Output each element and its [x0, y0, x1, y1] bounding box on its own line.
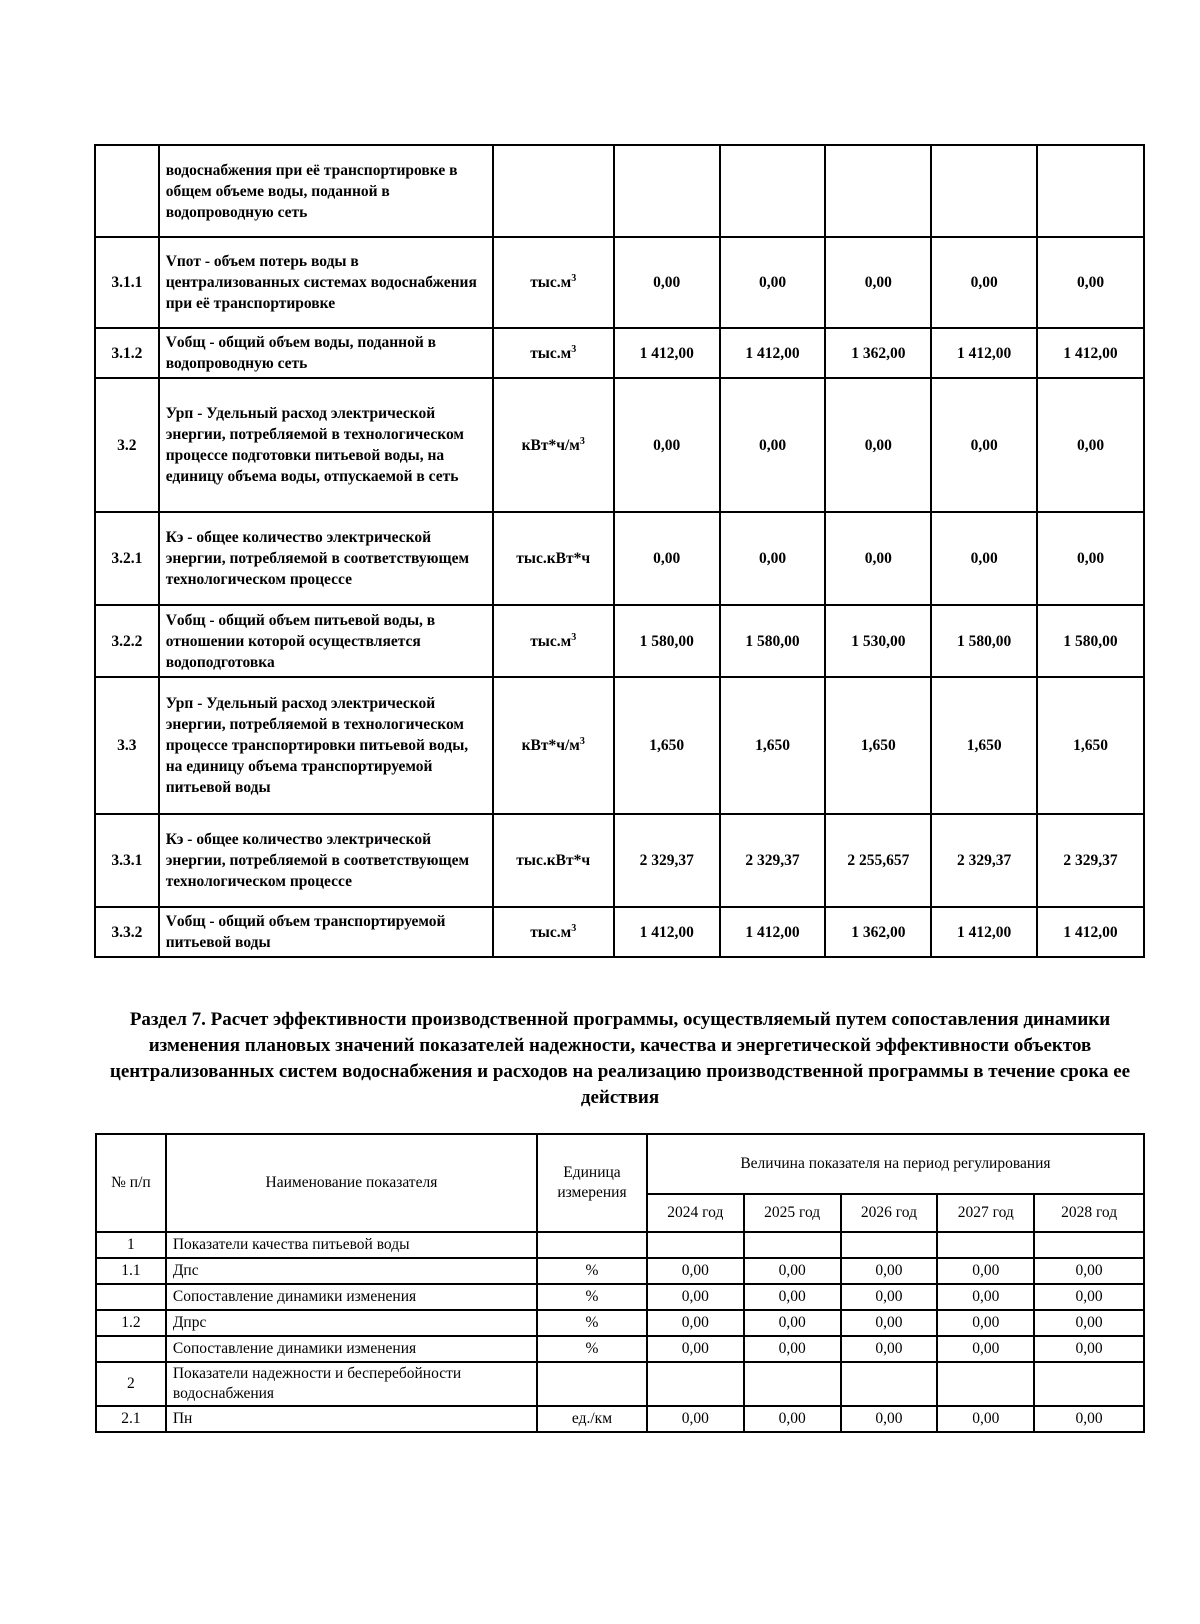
value-cell: 0,00: [825, 512, 931, 605]
value-cell: 0,00: [647, 1258, 744, 1284]
value-cell: 0,00: [720, 378, 826, 512]
value-cell: 0,00: [744, 1284, 841, 1310]
value-cell: 0,00: [931, 237, 1037, 328]
row-number: 3.2.1: [95, 512, 159, 605]
header-year: 2025 год: [744, 1194, 841, 1232]
value-cell: 0,00: [614, 378, 720, 512]
value-cell: 2 329,37: [1037, 814, 1144, 907]
unit-cell: ед./км: [537, 1406, 647, 1432]
value-cell: 0,00: [614, 512, 720, 605]
value-cell: 0,00: [841, 1310, 938, 1336]
unit-cell: %: [537, 1258, 647, 1284]
header-year: 2028 год: [1034, 1194, 1144, 1232]
value-cell: 1,650: [825, 677, 931, 814]
row-number: 3.3.2: [95, 907, 159, 957]
value-cell: 0,00: [1034, 1310, 1144, 1336]
table-row: [95, 237, 1144, 328]
value-cell: [1034, 1232, 1144, 1258]
value-cell: 1 362,00: [825, 328, 931, 378]
indicator-name: Vобщ - общий объем воды, поданной в водопроводную сеть: [159, 328, 493, 378]
table-row: [95, 907, 1144, 957]
row-number: 3.1.1: [95, 237, 159, 328]
unit-cell: [493, 145, 614, 237]
unit-cell: $тыс.м^3$: [493, 328, 614, 378]
value-cell: 0,00: [1034, 1336, 1144, 1362]
value-cell: 1 362,00: [825, 907, 931, 957]
value-cell: 0,00: [931, 378, 1037, 512]
value-cell: [647, 1232, 744, 1258]
row-number: [96, 1336, 166, 1362]
value-cell: 1 412,00: [614, 328, 720, 378]
row-number: 3.3.1: [95, 814, 159, 907]
header-period: Величина показателя на период регулирования: [647, 1134, 1144, 1194]
value-cell: 2 329,37: [614, 814, 720, 907]
indicator-name: Показатели качества питьевой воды: [166, 1232, 537, 1258]
header-year: 2027 год: [937, 1194, 1034, 1232]
value-cell: 0,00: [744, 1406, 841, 1432]
value-cell: 0,00: [931, 512, 1037, 605]
table-row: [96, 1336, 1144, 1362]
unit-cell: %: [537, 1310, 647, 1336]
value-cell: [744, 1362, 841, 1406]
value-cell: 1 412,00: [614, 907, 720, 957]
value-cell: [931, 145, 1037, 237]
value-cell: 1 580,00: [720, 605, 826, 677]
header-name: Наименование показателя: [166, 1134, 537, 1232]
row-number: 2.1: [96, 1406, 166, 1432]
value-cell: 1 412,00: [1037, 328, 1144, 378]
value-cell: 0,00: [614, 237, 720, 328]
table-row: [95, 512, 1144, 605]
row-number: [95, 145, 159, 237]
header-num: № п/п: [96, 1134, 166, 1232]
value-cell: 0,00: [647, 1310, 744, 1336]
unit-cell: тыс.кВт*ч: [493, 814, 614, 907]
unit-cell: $кВт*ч/м^3$: [493, 378, 614, 512]
table-row: [96, 1310, 1144, 1336]
value-cell: 0,00: [937, 1336, 1034, 1362]
value-cell: [1037, 145, 1144, 237]
unit-cell: $кВт*ч/м^3$: [493, 677, 614, 814]
table-row: [95, 145, 1144, 237]
value-cell: 0,00: [744, 1310, 841, 1336]
unit-cell: $тыс.м^3$: [493, 237, 614, 328]
value-cell: [937, 1362, 1034, 1406]
efficiency-table: [95, 1133, 1145, 1433]
value-cell: [825, 145, 931, 237]
value-cell: 1 412,00: [1037, 907, 1144, 957]
value-cell: 0,00: [1037, 512, 1144, 605]
value-cell: 0,00: [937, 1310, 1034, 1336]
value-cell: 1 530,00: [825, 605, 931, 677]
value-cell: 1 580,00: [931, 605, 1037, 677]
value-cell: 0,00: [841, 1258, 938, 1284]
value-cell: 0,00: [841, 1284, 938, 1310]
value-cell: 2 255,657: [825, 814, 931, 907]
value-cell: 2 329,37: [720, 814, 826, 907]
value-cell: [841, 1362, 938, 1406]
value-cell: 0,00: [647, 1284, 744, 1310]
indicator-name: Vобщ - общий объем транспортируемой питьевой воды: [159, 907, 493, 957]
value-cell: 0,00: [1034, 1258, 1144, 1284]
row-number: 1.1: [96, 1258, 166, 1284]
value-cell: [647, 1362, 744, 1406]
value-cell: 0,00: [1034, 1284, 1144, 1310]
indicators-table-continued: [94, 144, 1145, 958]
indicator-name: Показатели надежности и бесперебойности водоснабжения: [166, 1362, 537, 1406]
value-cell: 2 329,37: [931, 814, 1037, 907]
value-cell: 0,00: [1037, 237, 1144, 328]
value-cell: 1 412,00: [720, 907, 826, 957]
unit-cell: $тыс.м^3$: [493, 907, 614, 957]
value-cell: 0,00: [937, 1284, 1034, 1310]
row-number: 2: [96, 1362, 166, 1406]
value-cell: 0,00: [825, 378, 931, 512]
header-unit: Единица измерения: [537, 1134, 647, 1232]
value-cell: 0,00: [720, 512, 826, 605]
indicator-name: Дпрс: [166, 1310, 537, 1336]
value-cell: 1 412,00: [931, 907, 1037, 957]
value-cell: [937, 1232, 1034, 1258]
value-cell: 1,650: [1037, 677, 1144, 814]
indicator-name: Кэ - общее количество электрической энергии, потребляемой в соответствующем технологическом процессе: [159, 814, 493, 907]
indicator-name: водоснабжения при её транспортировке в общем объеме воды, поданной в водопроводную сеть: [159, 145, 493, 237]
table-row: [96, 1362, 1144, 1406]
unit-cell: %: [537, 1336, 647, 1362]
indicator-name: Дпс: [166, 1258, 537, 1284]
value-cell: 0,00: [937, 1258, 1034, 1284]
value-cell: [720, 145, 826, 237]
indicator-name: Урп - Удельный расход электрической энергии, потребляемой в технологическом процессе транспортировки питьевой воды, на единицу объема транспортируемой питьевой воды: [159, 677, 493, 814]
table-row: [95, 814, 1144, 907]
value-cell: 0,00: [647, 1336, 744, 1362]
table-row: [95, 378, 1144, 512]
unit-cell: тыс.кВт*ч: [493, 512, 614, 605]
unit-cell: $тыс.м^3$: [493, 605, 614, 677]
indicator-name: Пн: [166, 1406, 537, 1432]
unit-cell: [537, 1232, 647, 1258]
value-cell: 1,650: [720, 677, 826, 814]
row-number: 1.2: [96, 1310, 166, 1336]
value-cell: 0,00: [937, 1406, 1034, 1432]
value-cell: 1,650: [931, 677, 1037, 814]
value-cell: 0,00: [841, 1336, 938, 1362]
section-7-title: Раздел 7. Расчет эффективности производственной программы, осуществляемый путем сопоставления динамики изменения плановых значений показателей надежности, качества и энергетической эффективности объектов централизованных систем водоснабжения и расходов на реализацию производственной программы в течение срока ее действия: [109, 1009, 1131, 1108]
unit-cell: %: [537, 1284, 647, 1310]
indicator-name: Vобщ - общий объем питьевой воды, в отношении которой осуществляется водоподготовка: [159, 605, 493, 677]
value-cell: [841, 1232, 938, 1258]
value-cell: 0,00: [825, 237, 931, 328]
table-row: [96, 1232, 1144, 1258]
value-cell: 0,00: [744, 1258, 841, 1284]
value-cell: 1 580,00: [614, 605, 720, 677]
value-cell: 0,00: [1037, 378, 1144, 512]
value-cell: 0,00: [744, 1336, 841, 1362]
indicator-name: Сопоставление динамики изменения: [166, 1284, 537, 1310]
table-row: [96, 1406, 1144, 1432]
header-row: [96, 1134, 1144, 1194]
table-row: [95, 605, 1144, 677]
row-number: 3.2: [95, 378, 159, 512]
value-cell: 0,00: [647, 1406, 744, 1432]
unit-cell: [537, 1362, 647, 1406]
row-number: 3.2.2: [95, 605, 159, 677]
table-row: [95, 677, 1144, 814]
header-year: 2026 год: [841, 1194, 938, 1232]
value-cell: 1,650: [614, 677, 720, 814]
row-number: 1: [96, 1232, 166, 1258]
value-cell: 0,00: [1034, 1406, 1144, 1432]
value-cell: 1 412,00: [931, 328, 1037, 378]
indicator-name: Урп - Удельный расход электрической энергии, потребляемой в технологическом процессе подготовки питьевой воды, на единицу объема воды, отпускаемой в сеть: [159, 378, 493, 512]
value-cell: 0,00: [720, 237, 826, 328]
indicator-name: Vпот - объем потерь воды в централизованных системах водоснабжения при её транспортировке: [159, 237, 493, 328]
value-cell: [744, 1232, 841, 1258]
table-row: [95, 328, 1144, 378]
table-row: [96, 1284, 1144, 1310]
value-cell: 0,00: [841, 1406, 938, 1432]
indicator-name: Сопоставление динамики изменения: [166, 1336, 537, 1362]
value-cell: 1 412,00: [720, 328, 826, 378]
value-cell: [614, 145, 720, 237]
header-year: 2024 год: [647, 1194, 744, 1232]
row-number: [96, 1284, 166, 1310]
row-number: 3.3: [95, 677, 159, 814]
value-cell: [1034, 1362, 1144, 1406]
table-row: [96, 1258, 1144, 1284]
indicator-name: Кэ - общее количество электрической энергии, потребляемой в соответствующем технологическом процессе: [159, 512, 493, 605]
value-cell: 1 580,00: [1037, 605, 1144, 677]
row-number: 3.1.2: [95, 328, 159, 378]
